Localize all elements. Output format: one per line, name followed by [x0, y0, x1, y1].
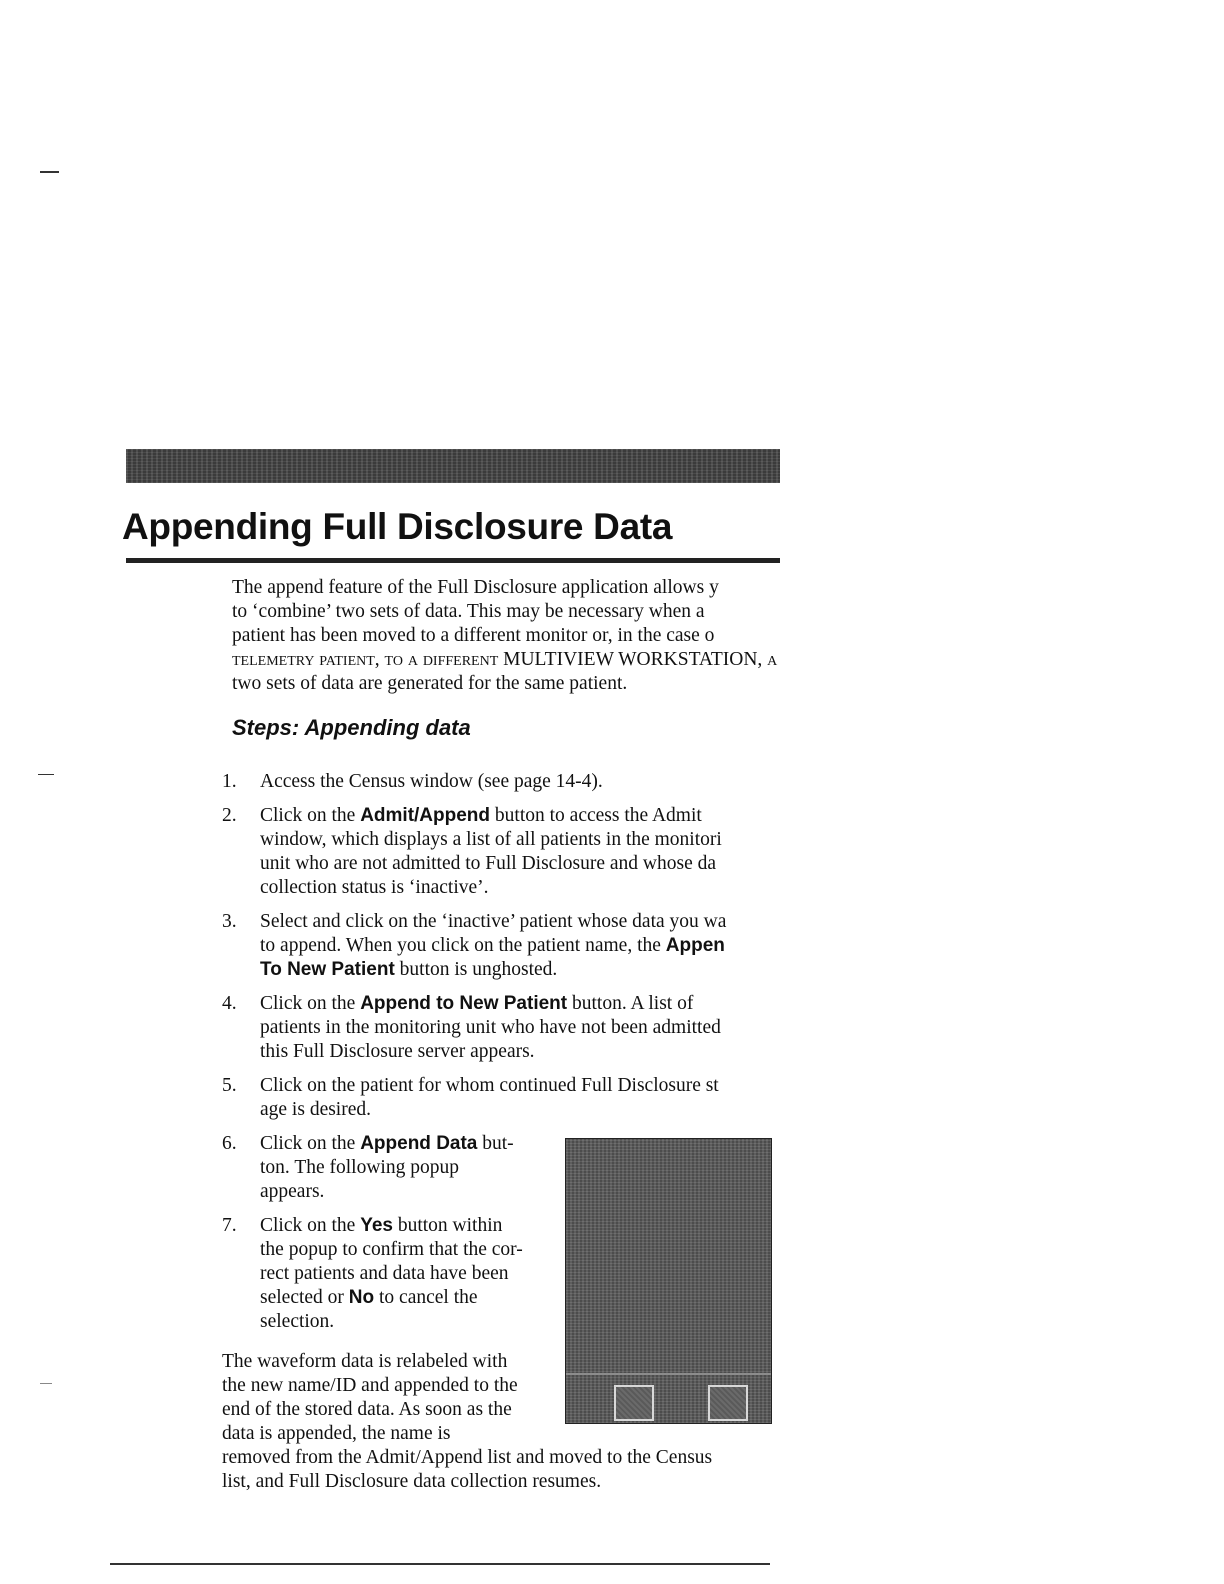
intro-line: to ‘combine’ two sets of data. This may be necessary when a: [232, 601, 705, 622]
step-number: 2.: [222, 805, 237, 826]
step-number: 7.: [222, 1215, 237, 1236]
step-line: this Full Disclosure server appears.: [260, 1041, 535, 1062]
margin-mark: [38, 774, 54, 775]
footer-rule: [110, 1563, 770, 1565]
page-title: Appending Full Disclosure Data: [122, 506, 673, 547]
outro-line: end of the stored data. As soon as the: [222, 1399, 512, 1420]
step-line: selected or No to cancel the: [260, 1287, 478, 1308]
step-line: To New Patient button is unghosted.: [260, 959, 558, 980]
popup-no-button[interactable]: [708, 1385, 748, 1421]
step-item: [222, 992, 726, 1064]
append-popup-illustration: [565, 1138, 772, 1424]
steps-heading: Steps: Appending data: [232, 715, 471, 740]
outro-line: removed from the Admit/Append list and moved to the Census: [222, 1447, 713, 1468]
step-line: appears.: [260, 1181, 325, 1202]
step-line: Click on the Append Data but-: [260, 1133, 514, 1154]
append-to-new-patient-button-ref: Append to New Patient: [360, 993, 568, 1014]
section-header-bar: [126, 449, 780, 483]
step-number: 5.: [222, 1075, 237, 1096]
step-line: unit who are not admitted to Full Disclosure and whose da: [260, 853, 717, 874]
intro-line: patient has been moved to a different monitor or, in the case o: [232, 625, 715, 646]
step-line: Select and click on the ‘inactive’ patient whose data you wa: [260, 911, 727, 932]
outro-line: the new name/ID and appended to the: [222, 1375, 518, 1396]
step-number: 6.: [222, 1133, 237, 1154]
step-line: age is desired.: [260, 1099, 372, 1120]
step-item: [222, 804, 726, 900]
step-number: 4.: [222, 993, 237, 1014]
no-button-ref: No: [348, 1287, 375, 1308]
outro-line: data is appended, the name is: [222, 1423, 451, 1444]
margin-mark: [40, 171, 59, 173]
step-item: [222, 1074, 726, 1122]
step-line: Access the Census window (see page 14-4).: [260, 771, 603, 792]
step-line: selection.: [260, 1311, 335, 1332]
step-line: collection status is ‘inactive’.: [260, 877, 489, 898]
step-line: ton. The following popup: [260, 1157, 459, 1178]
admit-append-button-ref: Admit/Append: [360, 805, 491, 826]
step-line: Click on the patient for whom continued Full Disclosure st: [260, 1075, 719, 1096]
popup-yes-button[interactable]: [614, 1385, 654, 1421]
step-number: 1.: [222, 771, 237, 792]
intro-paragraph: [232, 576, 777, 696]
outro-line: list, and Full Disclosure data collection resumes.: [222, 1471, 602, 1492]
outro-line: The waveform data is relabeled with: [222, 1351, 508, 1372]
step-number: 3.: [222, 911, 237, 932]
step-line: Click on the Yes button within: [260, 1215, 503, 1236]
append-data-button-ref: Append Data: [360, 1133, 478, 1154]
intro-line: two sets of data are generated for the same patient.: [232, 673, 628, 694]
step-line: Click on the Append to New Patient button. A list of: [260, 993, 694, 1014]
step-line: patients in the monitoring unit who have not been admitted: [260, 1017, 721, 1038]
step-line: to append. When you click on the patient name, the Appen: [260, 935, 725, 956]
step-line: rect patients and data have been: [260, 1263, 509, 1284]
step-line: Click on the Admit/Append button to access the Admit: [260, 805, 702, 826]
margin-mark: [40, 1383, 52, 1384]
step-item: [222, 770, 726, 794]
intro-line: The append feature of the Full Disclosure application allows y: [232, 577, 719, 598]
step-line: the popup to confirm that the cor-: [260, 1239, 523, 1260]
to-new-patient-button-ref: To New Patient: [260, 959, 395, 980]
popup-divider: [566, 1373, 771, 1375]
yes-button-ref: Yes: [360, 1215, 393, 1236]
append-button-ref: Appen: [665, 935, 725, 956]
step-line: window, which displays a list of all patients in the monitori: [260, 829, 722, 850]
step-item: [222, 910, 726, 982]
intro-line: telemetry patient, to a different MULTIVIEW WORKSTATION, a: [232, 649, 778, 670]
title-rule: [126, 558, 780, 563]
